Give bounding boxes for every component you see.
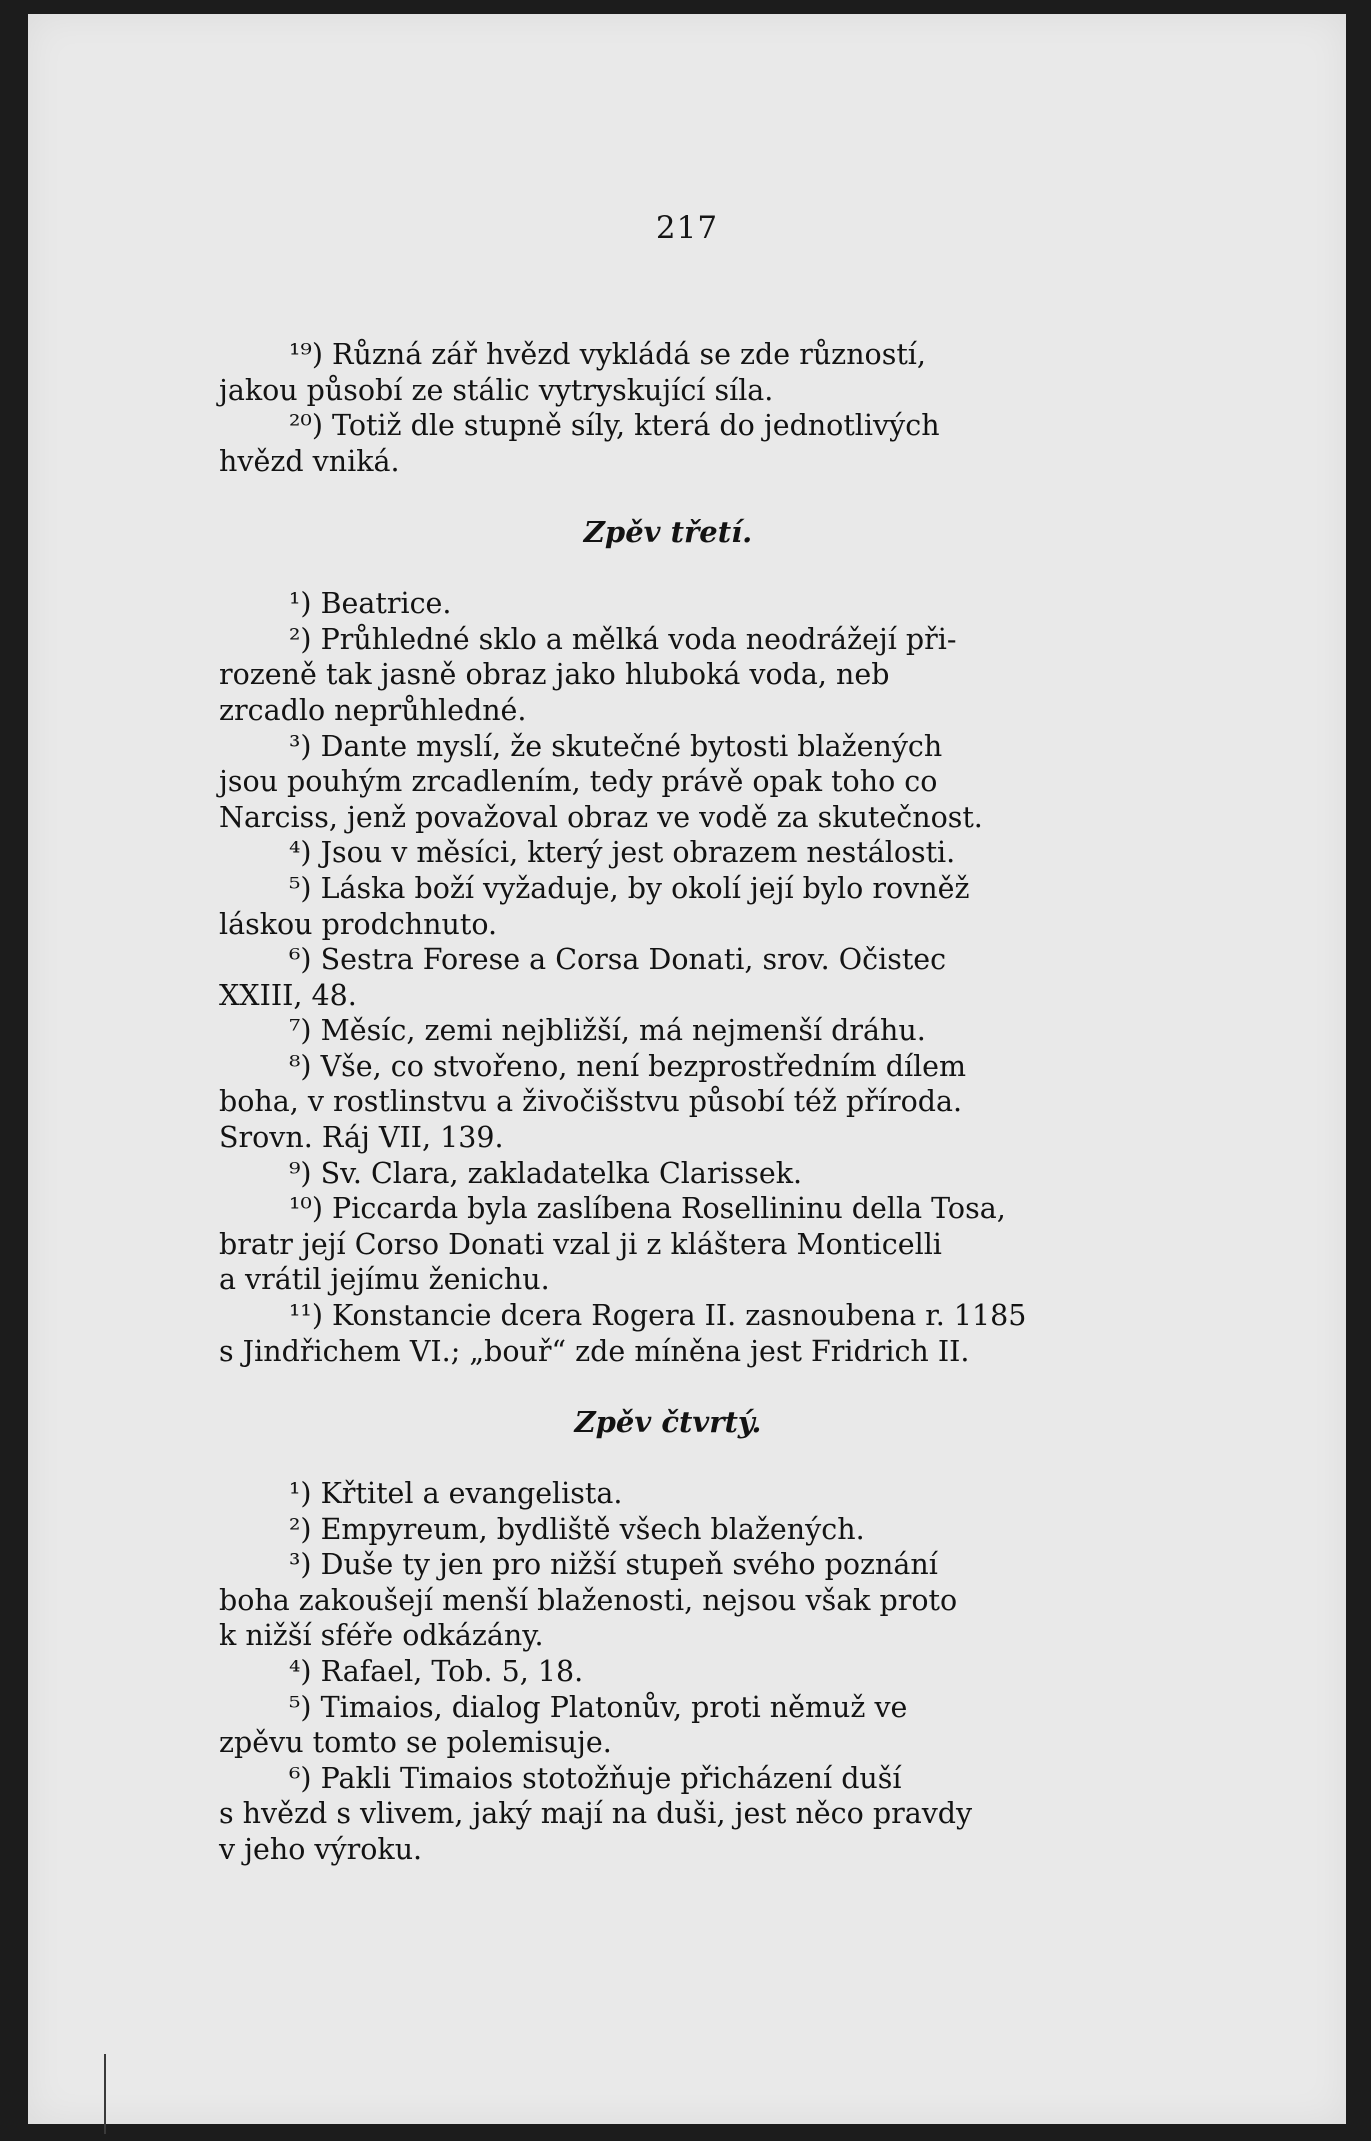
note-line: ¹⁰) Piccarda byla zaslíbena Rosellininu della Tosa, [289,1192,1006,1226]
note-line: jakou působí ze stálic vytryskující síla. [219,373,774,407]
note-line: ⁶) Sestra Forese a Corsa Donati, srov. Očistec [289,943,947,977]
note-line: ⁵) Láska boží vyžaduje, by okolí její bylo rovněž [289,871,970,905]
note-line: ¹¹) Konstancie dcera Rogera II. zasnoubena r. 1185 [289,1299,1027,1333]
note-line: zpěvu tomto se polemisuje. [219,1726,612,1760]
note-line: ²) Průhledné sklo a mělká voda neodrážejí při- [289,622,957,656]
note-line: s Jindřichem VI.; „bouř“ zde míněna jest Fridrich II. [219,1334,970,1368]
note-line: s hvězd s vlivem, jaký mají na duši, jest něco pravdy [219,1797,973,1831]
note-line: k nižší sféře odkázány. [219,1619,544,1653]
note-line: ⁴) Jsou v měsíci, který jest obrazem nestálosti. [289,836,956,870]
note-line: ⁵) Timaios, dialog Platonův, proti němuž ve [289,1690,908,1724]
note-line: ¹) Beatrice. [289,587,452,621]
note-line: ⁴) Rafael, Tob. 5, 18. [289,1654,584,1688]
note-line: ²⁰) Totiž dle stupně síly, která do jednotlivých [289,409,940,443]
note-line: láskou prodchnuto. [219,907,498,941]
note-line: bratr její Corso Donati vzal ji z kláštera Monticelli [219,1227,942,1261]
page-number: 217 [655,210,719,246]
note-line: ³) Dante myslí, že skutečné bytosti blažených [289,729,943,763]
note-line: ¹) Křtitel a evangelista. [289,1477,623,1510]
note-line: boha zakoušejí menší blaženosti, nejsou však proto [219,1583,958,1617]
book-page [28,14,1346,2124]
note-line: a vrátil jejímu ženichu. [219,1263,550,1297]
note-line: ³) Duše ty jen pro nižší stupeň svého poznání [289,1548,938,1582]
note-line: Narciss, jenž považoval obraz ve vodě za skutečnost. [219,800,983,834]
note-line: Srovn. Ráj VII, 139. [219,1121,504,1155]
note-line: ⁹) Sv. Clara, zakladatelka Clarissek. [289,1156,803,1190]
note-line: ⁷) Měsíc, zemi nejbližší, má nejmenší dráhu. [289,1014,926,1048]
notes-text [219,337,1117,1868]
note-line: ⁶) Pakli Timaios stotožňuje přicházení duší [289,1761,902,1795]
note-line: jsou pouhým zrcadlením, tedy právě opak toho co [219,765,938,799]
note-line: XXIII, 48. [219,978,357,1012]
note-line: v jeho výroku. [219,1832,423,1866]
note-line: rozeně tak jasně obraz jako hluboká voda, neb [219,658,890,692]
note-line: ⁸) Vše, co stvořeno, není bezprostředním dílem [289,1049,967,1083]
note-line: ¹⁹) Různá zář hvězd vykládá se zde růzností, [289,338,926,371]
note-line: boha, v rostlinstvu a živočišstvu působí též příroda. [219,1085,963,1119]
note-line: zrcadlo neprůhledné. [219,693,527,727]
scan-artifact [104,2054,106,2134]
canto-heading: Zpěv třetí. [583,514,753,549]
note-line: hvězd vniká. [219,444,400,478]
note-line: ²) Empyreum, bydliště všech blažených. [289,1512,865,1546]
canto-heading: Zpěv čtvrtý. [574,1404,762,1439]
